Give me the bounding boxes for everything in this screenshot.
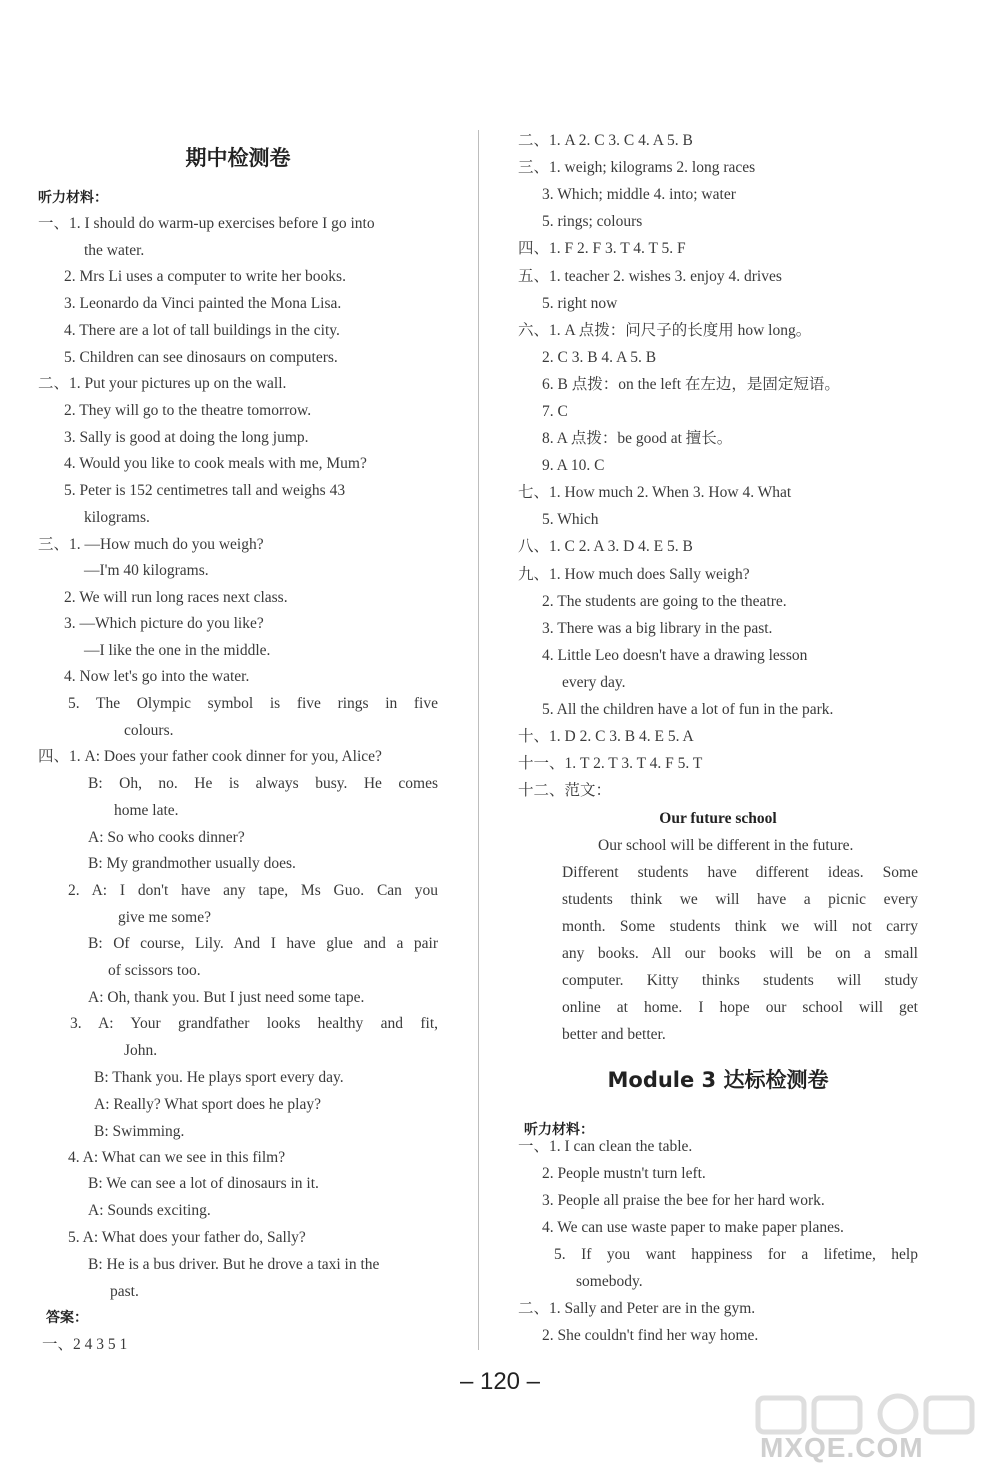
left-text-line: A: So who cooks dinner? bbox=[88, 829, 245, 846]
watermark-text: MXQE.COM bbox=[760, 1432, 924, 1463]
left-text-line: give me some? bbox=[118, 909, 211, 926]
right-text-line: 三、1. weigh; kilograms 2. long races bbox=[518, 159, 756, 176]
section-title-module3: Module 3 达标检测卷 bbox=[607, 1068, 829, 1092]
right-text-line: 7. C bbox=[542, 403, 568, 420]
left-text-line: —I like the one in the middle. bbox=[84, 642, 271, 659]
right-text-line: online at home. I hope our school will get bbox=[562, 999, 918, 1016]
left-text-line: 一、2 4 3 5 1 bbox=[42, 1336, 128, 1353]
left-text-line: 2. We will run long races next class. bbox=[64, 589, 288, 606]
left-text-line: John. bbox=[124, 1042, 158, 1059]
left-text-line: 4. There are a lot of tall buildings in the city. bbox=[64, 322, 340, 339]
left-text-line: B: Thank you. He plays sport every day. bbox=[94, 1069, 344, 1086]
right-text-line: computer. Kitty thinks students will study bbox=[562, 972, 918, 989]
right-text-line: 五、1. teacher 2. wishes 3. enjoy 4. drives bbox=[518, 268, 782, 285]
left-text-line: B: Swimming. bbox=[94, 1123, 185, 1140]
left-text-line: 3. —Which picture do you like? bbox=[64, 615, 264, 632]
left-text-line: 5. Peter is 152 centimetres tall and weighs 43 bbox=[64, 482, 346, 499]
right-text-line: 一、1. I can clean the table. bbox=[518, 1138, 693, 1155]
right-text-line: Our school will be different in the future. bbox=[598, 837, 854, 854]
left-text-line: 二、1. Put your pictures up on the wall. bbox=[38, 375, 287, 392]
right-text-line: 5. All the children have a lot of fun in the park. bbox=[542, 701, 834, 718]
left-text-line: 四、1. A: Does your father cook dinner for you, Alice? bbox=[38, 748, 382, 765]
right-text-line: every day. bbox=[562, 674, 626, 691]
right-text-line: 十一、1. T 2. T 3. T 4. F 5. T bbox=[518, 755, 703, 772]
left-text-line: 2. A: I don't have any tape, Ms Guo. Can you bbox=[68, 882, 438, 899]
right-text-line: 十二、范文： bbox=[518, 782, 612, 799]
right-text-line: 听力材料： bbox=[524, 1122, 594, 1138]
left-text-line: 3. A: Your grandfather looks healthy and fit, bbox=[70, 1015, 438, 1032]
left-text-line: A: Really? What sport does he play? bbox=[94, 1096, 321, 1113]
left-text-line: B: Oh, no. He is always busy. He comes bbox=[88, 775, 438, 792]
left-text-line: B: My grandmother usually does. bbox=[88, 855, 296, 872]
left-text-line: 听力材料： bbox=[38, 190, 108, 206]
right-text-line: 5. If you want happiness for a lifetime, help bbox=[554, 1246, 918, 1263]
right-text-line: month. Some students think we will not carry bbox=[562, 918, 918, 935]
left-text-line: of scissors too. bbox=[108, 962, 201, 979]
right-text-line: somebody. bbox=[576, 1273, 643, 1290]
right-text-line: 2. People mustn't turn left. bbox=[542, 1165, 706, 1182]
right-text-line: 二、1. A 2. C 3. C 4. A 5. B bbox=[518, 132, 693, 149]
column-divider bbox=[478, 130, 479, 1350]
right-text-line: 八、1. C 2. A 3. D 4. E 5. B bbox=[518, 538, 693, 555]
left-text-line: kilograms. bbox=[84, 509, 150, 526]
left-text-line: A: Oh, thank you. But I just need some tape. bbox=[88, 989, 365, 1006]
page-number: – 120 – bbox=[459, 1368, 541, 1395]
left-text-line: 5. The Olympic symbol is five rings in five bbox=[68, 695, 438, 712]
right-text-line: Different students have different ideas. Some bbox=[562, 864, 918, 881]
right-text-line: 5. rings; colours bbox=[542, 213, 643, 230]
right-text-line: 十、1. D 2. C 3. B 4. E 5. A bbox=[518, 728, 694, 745]
left-text-line: B: We can see a lot of dinosaurs in it. bbox=[88, 1175, 319, 1192]
right-text-line: 4. We can use waste paper to make paper planes. bbox=[542, 1219, 844, 1236]
left-text-line: 答案： bbox=[46, 1310, 88, 1326]
left-text-line: B: He is a bus driver. But he drove a taxi in the bbox=[88, 1256, 380, 1273]
left-text-line: 3. Leonardo da Vinci painted the Mona Lisa. bbox=[64, 295, 342, 312]
left-text-line: 5. A: What does your father do, Sally? bbox=[68, 1229, 306, 1246]
right-text-line: any books. All our books will be on a small bbox=[562, 945, 918, 962]
right-text-line: 九、1. How much does Sally weigh? bbox=[518, 566, 750, 583]
right-text-line: 9. A 10. C bbox=[542, 457, 605, 474]
left-text-line: 4. Now let's go into the water. bbox=[64, 668, 250, 685]
left-text-line: 4. A: What can we see in this film? bbox=[68, 1149, 286, 1166]
right-text-line: Our future school bbox=[659, 810, 777, 827]
left-text-line: 三、1. —How much do you weigh? bbox=[38, 536, 264, 553]
left-text-line: colours. bbox=[124, 722, 174, 739]
right-text-line: 5. right now bbox=[542, 295, 618, 312]
right-text-line: 3. There was a big library in the past. bbox=[542, 620, 773, 637]
section-title-midterm: 期中检测卷 bbox=[185, 146, 291, 170]
right-text-line: 2. C 3. B 4. A 5. B bbox=[542, 349, 657, 366]
right-text-line: 2. The students are going to the theatre. bbox=[542, 593, 787, 610]
right-text-line: 5. Which bbox=[542, 511, 599, 528]
left-text-line: home late. bbox=[114, 802, 179, 819]
right-text-line: 8. A 点拨：be good at 擅长。 bbox=[542, 430, 733, 447]
left-text-line: A: Sounds exciting. bbox=[88, 1202, 211, 1219]
left-text-line: 一、1. I should do warm-up exercises before I go into bbox=[38, 215, 375, 232]
left-text-line: —I'm 40 kilograms. bbox=[84, 562, 209, 579]
right-text-line: 3. People all praise the bee for her hard work. bbox=[542, 1192, 825, 1209]
right-text-line: 二、1. Sally and Peter are in the gym. bbox=[518, 1300, 756, 1317]
left-text-line: B: Of course, Lily. And I have glue and a pair bbox=[88, 935, 438, 952]
left-text-line: 3. Sally is good at doing the long jump. bbox=[64, 429, 309, 446]
right-text-line: 七、1. How much 2. When 3. How 4. What bbox=[518, 484, 792, 501]
right-text-line: 6. B 点拨：on the left 在左边，是固定短语。 bbox=[542, 376, 840, 393]
right-text-line: 4. Little Leo doesn't have a drawing lesson bbox=[542, 647, 808, 664]
right-text-line: 四、1. F 2. F 3. T 4. T 5. F bbox=[518, 240, 686, 257]
right-text-line: students think we will have a picnic every bbox=[562, 891, 918, 908]
left-text-line: 4. Would you like to cook meals with me, Mum? bbox=[64, 455, 367, 472]
right-text-line: better and better. bbox=[562, 1026, 666, 1043]
right-text-line: 3. Which; middle 4. into; water bbox=[542, 186, 736, 203]
left-text-line: 2. Mrs Li uses a computer to write her books. bbox=[64, 268, 346, 285]
left-text-line: past. bbox=[110, 1283, 139, 1300]
left-text-line: 2. They will go to the theatre tomorrow. bbox=[64, 402, 312, 419]
right-text-line: 六、1. A 点拨：问尺子的长度用 how long。 bbox=[518, 322, 812, 339]
right-text-line: 2. She couldn't find her way home. bbox=[542, 1327, 759, 1344]
left-text-line: 5. Children can see dinosaurs on computers. bbox=[64, 349, 338, 366]
left-text-line: the water. bbox=[84, 242, 145, 259]
